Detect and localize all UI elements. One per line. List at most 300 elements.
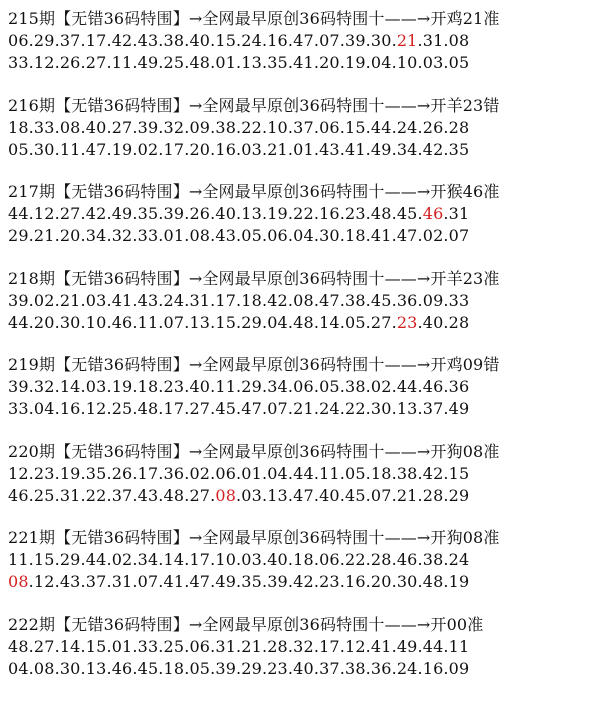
number: 14 bbox=[59, 636, 81, 656]
number: 46 bbox=[111, 312, 133, 332]
number-row: 05.30.11.47.19.02.17.20.16.03.21.01.43.41.49.34.42.35 bbox=[8, 139, 470, 159]
number: 32 bbox=[33, 377, 55, 396]
number: 38 bbox=[163, 31, 185, 50]
number: 44 bbox=[370, 117, 392, 137]
number: 39 bbox=[137, 117, 159, 137]
number: 46 bbox=[111, 658, 133, 678]
number: 01 bbox=[111, 636, 133, 656]
number: 41 bbox=[370, 226, 392, 245]
number: 26 bbox=[111, 463, 133, 483]
number: 12 bbox=[33, 572, 55, 591]
number: 06 bbox=[319, 117, 340, 137]
issue-block bbox=[8, 527, 590, 614]
number: 49 bbox=[137, 53, 159, 72]
number: 04 bbox=[293, 226, 314, 245]
issue-title: 222期【无错36码特围】→全网最早原创36码特围十——→开00准 bbox=[8, 614, 484, 634]
number: 14 bbox=[59, 377, 81, 396]
number: 40 bbox=[319, 485, 340, 505]
number: 43 bbox=[137, 290, 159, 310]
number: 04 bbox=[267, 312, 288, 332]
number: 07 bbox=[137, 572, 159, 591]
number: 29 bbox=[448, 485, 470, 505]
number: 11 bbox=[8, 550, 29, 569]
number: 26 bbox=[422, 117, 444, 137]
number: 33 bbox=[8, 399, 29, 418]
number: 29 bbox=[8, 226, 29, 245]
number: 38 bbox=[396, 463, 418, 483]
number: 41 bbox=[370, 636, 392, 656]
number: 07 bbox=[163, 312, 185, 332]
number: 02 bbox=[189, 463, 211, 483]
issue-title: 220期【无错36码特围】→全网最早原创36码特围十——→开狗08准 bbox=[8, 441, 500, 461]
number: 28 bbox=[448, 117, 470, 137]
number: 24 bbox=[319, 399, 340, 418]
number: 19 bbox=[267, 204, 288, 223]
issue-block bbox=[8, 441, 590, 528]
issue-title: 221期【无错36码特围】→全网最早原创36码特围十——→开狗08准 bbox=[8, 528, 500, 547]
number: 16 bbox=[422, 658, 444, 678]
number: 11 bbox=[111, 53, 133, 72]
number: 42 bbox=[293, 572, 314, 591]
number: 08 bbox=[293, 290, 314, 310]
number: 36 bbox=[396, 290, 418, 310]
number: 17 bbox=[189, 550, 211, 569]
number: 10 bbox=[85, 312, 107, 332]
number: 29 bbox=[59, 550, 81, 569]
number: 16 bbox=[215, 139, 237, 159]
number: 38 bbox=[344, 290, 366, 310]
number: 43 bbox=[59, 572, 81, 591]
number: 10 bbox=[396, 53, 418, 72]
number: 44 bbox=[293, 463, 314, 483]
issue-title: 216期【无错36码特围】→全网最早原创36码特围十——→开羊23错 bbox=[8, 95, 500, 115]
number: 19 bbox=[111, 377, 133, 396]
number: 48 bbox=[8, 636, 29, 656]
number: 11 bbox=[319, 463, 340, 483]
number: 07 bbox=[319, 31, 340, 50]
number: 13 bbox=[189, 312, 211, 332]
number: 38 bbox=[215, 117, 237, 137]
number: 24 bbox=[163, 290, 185, 310]
issue-block bbox=[8, 268, 590, 355]
number: 47 bbox=[189, 572, 211, 591]
number: 25 bbox=[163, 636, 185, 656]
number: 42 bbox=[267, 290, 288, 310]
number: 40 bbox=[215, 204, 237, 223]
number: 09 bbox=[422, 290, 444, 310]
number: 01 bbox=[241, 463, 262, 483]
number: 06 bbox=[189, 636, 211, 656]
number: 21 bbox=[59, 290, 81, 310]
number: 23 bbox=[267, 658, 288, 678]
number: 14 bbox=[319, 312, 340, 332]
number: 37 bbox=[293, 117, 314, 137]
number: 37 bbox=[319, 658, 340, 678]
number: 17 bbox=[163, 399, 185, 418]
number: 02 bbox=[370, 377, 392, 396]
number: 23 bbox=[344, 204, 366, 223]
number-row: 08.12.43.37.31.07.41.47.49.35.39.42.23.16.20.30.48.19 bbox=[8, 572, 470, 591]
number: 12 bbox=[33, 204, 55, 223]
number: 49 bbox=[396, 636, 418, 656]
number-row: 04.08.30.13.46.45.18.05.39.29.23.40.37.38.36.24.16.09 bbox=[8, 658, 470, 678]
number: 25 bbox=[33, 485, 55, 505]
number: 38 bbox=[422, 550, 444, 569]
number: 47 bbox=[85, 139, 107, 159]
number: 35 bbox=[85, 463, 107, 483]
number: 32 bbox=[163, 117, 185, 137]
number: 08 bbox=[448, 31, 470, 50]
number: 04 bbox=[370, 53, 392, 72]
number: 39 bbox=[267, 572, 288, 591]
number: 47 bbox=[396, 226, 418, 245]
issue-block bbox=[8, 8, 590, 95]
number: 27 bbox=[33, 636, 55, 656]
number: 36 bbox=[163, 463, 185, 483]
number: 21 bbox=[293, 399, 314, 418]
number: 42 bbox=[85, 204, 107, 223]
number-row: 39.32.14.03.19.18.23.40.11.29.34.06.05.38.02.44.46.36 bbox=[8, 377, 470, 396]
number: 47 bbox=[293, 31, 314, 50]
number-row: 44.20.30.10.46.11.07.13.15.29.04.48.14.05.27.23.40.28 bbox=[8, 312, 470, 332]
number: 19 bbox=[448, 572, 470, 591]
number: 05 bbox=[344, 463, 366, 483]
number: 49 bbox=[215, 572, 237, 591]
number: 05 bbox=[241, 226, 262, 245]
number: 31 bbox=[448, 204, 470, 223]
number: 22 bbox=[85, 485, 107, 505]
number: 19 bbox=[111, 139, 133, 159]
number: 36 bbox=[448, 377, 470, 396]
number: 05 bbox=[189, 658, 211, 678]
issue-block bbox=[8, 354, 590, 441]
issue-block bbox=[8, 614, 590, 701]
number: 40 bbox=[85, 117, 107, 137]
number: 22 bbox=[293, 204, 314, 223]
number: 10 bbox=[215, 550, 237, 569]
number: 44 bbox=[8, 204, 29, 223]
number: 35 bbox=[241, 572, 262, 591]
number: 33 bbox=[448, 290, 470, 310]
number: 12 bbox=[33, 53, 55, 72]
number: 16 bbox=[319, 204, 340, 223]
number: 31 bbox=[189, 290, 211, 310]
number: 42 bbox=[422, 139, 444, 159]
number: 28 bbox=[422, 485, 444, 505]
number: 08 bbox=[59, 117, 81, 137]
number: 32 bbox=[111, 226, 133, 245]
number: 29 bbox=[241, 312, 262, 332]
number: 45 bbox=[370, 290, 392, 310]
number: 40 bbox=[267, 550, 288, 569]
number: 48 bbox=[137, 399, 159, 418]
number: 05 bbox=[319, 377, 340, 396]
number-row: 33.12.26.27.11.49.25.48.01.13.35.41.20.19.04.10.03.05 bbox=[8, 53, 470, 72]
number: 18 bbox=[163, 658, 185, 678]
number: 26 bbox=[59, 53, 81, 72]
number: 18 bbox=[344, 226, 366, 245]
number: 11 bbox=[215, 377, 237, 396]
number: 16 bbox=[344, 572, 366, 591]
number: 29 bbox=[241, 658, 262, 678]
number: 41 bbox=[111, 290, 133, 310]
number: 37 bbox=[85, 572, 107, 591]
number: 35 bbox=[267, 53, 288, 72]
number: 15 bbox=[344, 117, 366, 137]
number: 23 bbox=[163, 377, 185, 396]
prediction-list bbox=[8, 8, 590, 700]
number: 34 bbox=[267, 377, 288, 396]
number: 25 bbox=[163, 53, 185, 72]
number: 20 bbox=[370, 572, 392, 591]
number: 15 bbox=[215, 312, 237, 332]
number: 18 bbox=[241, 290, 262, 310]
number: 06 bbox=[319, 550, 340, 569]
number: 30 bbox=[396, 572, 418, 591]
number: 23 bbox=[33, 463, 55, 483]
number: 17 bbox=[215, 290, 237, 310]
number: 30 bbox=[319, 226, 340, 245]
number: 15 bbox=[85, 636, 107, 656]
number: 43 bbox=[319, 139, 340, 159]
number: 09 bbox=[448, 658, 470, 678]
number: 19 bbox=[59, 463, 81, 483]
number: 11 bbox=[448, 636, 470, 656]
number: 30 bbox=[370, 31, 392, 50]
number: 13 bbox=[396, 399, 418, 418]
number: 39 bbox=[8, 377, 29, 396]
number-row: 44.12.27.42.49.35.39.26.40.13.19.22.16.23.48.45.46.31 bbox=[8, 204, 470, 223]
number: 31 bbox=[59, 485, 81, 505]
number: 15 bbox=[215, 31, 237, 50]
number: 17 bbox=[319, 636, 340, 656]
number: 06 bbox=[215, 463, 237, 483]
number: 17 bbox=[163, 139, 185, 159]
number: 06 bbox=[267, 226, 288, 245]
number: 34 bbox=[85, 226, 107, 245]
number: 48 bbox=[189, 53, 211, 72]
number: 13 bbox=[241, 204, 262, 223]
number: 26 bbox=[189, 204, 211, 223]
number: 08 bbox=[33, 658, 55, 678]
number: 28 bbox=[370, 550, 392, 569]
number-row: 46.25.31.22.37.43.48.27.08.03.13.47.40.45.07.21.28.29 bbox=[8, 485, 470, 505]
number: 22 bbox=[241, 117, 262, 137]
number: 05 bbox=[8, 139, 29, 159]
number: 29 bbox=[241, 377, 262, 396]
number: 33 bbox=[8, 53, 29, 72]
number: 40 bbox=[189, 377, 211, 396]
number: 08 bbox=[189, 226, 211, 245]
number: 45 bbox=[215, 399, 237, 418]
number: 32 bbox=[293, 636, 314, 656]
number: 08 bbox=[215, 485, 237, 505]
number: 33 bbox=[33, 117, 55, 137]
number: 21 bbox=[267, 139, 288, 159]
number: 40 bbox=[189, 31, 211, 50]
number: 41 bbox=[163, 572, 185, 591]
number: 34 bbox=[137, 550, 159, 569]
number: 21 bbox=[241, 636, 262, 656]
number-row: 29.21.20.34.32.33.01.08.43.05.06.04.30.18.41.47.02.07 bbox=[8, 226, 470, 245]
number: 16 bbox=[59, 399, 81, 418]
number: 40 bbox=[293, 658, 314, 678]
number: 03 bbox=[422, 53, 444, 72]
number: 42 bbox=[422, 463, 444, 483]
number: 47 bbox=[293, 485, 314, 505]
number: 21 bbox=[396, 31, 418, 50]
number-row: 11.15.29.44.02.34.14.17.10.03.40.18.06.22.28.46.38.24 bbox=[8, 550, 470, 569]
number: 49 bbox=[111, 204, 133, 223]
number: 41 bbox=[293, 53, 314, 72]
number: 49 bbox=[370, 139, 392, 159]
number: 43 bbox=[137, 31, 159, 50]
number: 46 bbox=[8, 485, 29, 505]
number: 18 bbox=[8, 117, 29, 137]
number: 47 bbox=[241, 399, 262, 418]
number: 18 bbox=[370, 463, 392, 483]
number: 22 bbox=[344, 399, 366, 418]
number: 12 bbox=[85, 399, 107, 418]
number: 46 bbox=[422, 204, 444, 223]
number: 24 bbox=[396, 658, 418, 678]
number: 45 bbox=[396, 204, 418, 223]
number: 23 bbox=[319, 572, 340, 591]
number: 39 bbox=[8, 290, 29, 310]
number: 30 bbox=[59, 658, 81, 678]
number: 38 bbox=[344, 377, 366, 396]
number: 45 bbox=[344, 485, 366, 505]
number: 35 bbox=[137, 204, 159, 223]
number: 31 bbox=[215, 636, 237, 656]
number: 24 bbox=[448, 550, 470, 569]
number: 15 bbox=[448, 463, 470, 483]
number: 40 bbox=[422, 312, 444, 332]
number: 33 bbox=[137, 636, 159, 656]
number: 35 bbox=[448, 139, 470, 159]
number: 29 bbox=[33, 31, 55, 50]
number: 05 bbox=[448, 53, 470, 72]
number: 27 bbox=[85, 53, 107, 72]
number: 12 bbox=[344, 636, 366, 656]
number: 43 bbox=[215, 226, 237, 245]
number: 39 bbox=[215, 658, 237, 678]
number: 23 bbox=[396, 312, 418, 332]
issue-title: 218期【无错36码特围】→全网最早原创36码特围十——→开羊23准 bbox=[8, 268, 500, 288]
number-row: 18.33.08.40.27.39.32.09.38.22.10.37.06.15.44.24.26.28 bbox=[8, 117, 470, 137]
number: 27 bbox=[189, 485, 211, 505]
number: 17 bbox=[137, 463, 159, 483]
number: 24 bbox=[241, 31, 262, 50]
number: 31 bbox=[111, 572, 133, 591]
number: 02 bbox=[111, 550, 133, 569]
number: 27 bbox=[189, 399, 211, 418]
number: 09 bbox=[189, 117, 211, 137]
number: 20 bbox=[59, 226, 81, 245]
number-row: 33.04.16.12.25.48.17.27.45.47.07.21.24.22.30.13.37.49 bbox=[8, 399, 470, 418]
number: 46 bbox=[422, 377, 444, 396]
number: 01 bbox=[293, 139, 314, 159]
number: 27 bbox=[111, 117, 133, 137]
issue-block bbox=[8, 181, 590, 268]
issue-title: 217期【无错36码特围】→全网最早原创36码特围十——→开猴46准 bbox=[8, 182, 500, 201]
number: 13 bbox=[241, 53, 262, 72]
issue-block bbox=[8, 95, 590, 182]
number: 01 bbox=[163, 226, 185, 245]
number: 16 bbox=[267, 31, 288, 50]
number: 43 bbox=[137, 485, 159, 505]
number: 01 bbox=[215, 53, 237, 72]
number: 11 bbox=[59, 139, 81, 159]
number: 27 bbox=[370, 312, 392, 332]
number: 44 bbox=[422, 636, 444, 656]
number: 19 bbox=[344, 53, 366, 72]
number: 48 bbox=[370, 204, 392, 223]
number: 24 bbox=[396, 117, 418, 137]
number: 39 bbox=[163, 204, 185, 223]
number: 37 bbox=[111, 485, 133, 505]
number: 37 bbox=[59, 31, 81, 50]
issue-title: 215期【无错36码特围】→全网最早原创36码特围十——→开鸡21准 bbox=[8, 9, 500, 28]
number: 25 bbox=[111, 399, 133, 418]
number: 03 bbox=[241, 550, 262, 569]
number: 14 bbox=[163, 550, 185, 569]
number: 02 bbox=[137, 139, 159, 159]
number: 11 bbox=[137, 312, 159, 332]
number: 44 bbox=[396, 377, 418, 396]
number: 30 bbox=[33, 139, 55, 159]
number: 30 bbox=[370, 399, 392, 418]
number-row: 48.27.14.15.01.33.25.06.31.21.28.32.17.12.41.49.44.11 bbox=[8, 636, 470, 656]
number: 48 bbox=[293, 312, 314, 332]
number: 21 bbox=[33, 226, 55, 245]
number-row: 06.29.37.17.42.43.38.40.15.24.16.47.07.39.30.21.31.08 bbox=[8, 31, 470, 50]
number: 13 bbox=[85, 658, 107, 678]
number: 48 bbox=[422, 572, 444, 591]
number: 36 bbox=[370, 658, 392, 678]
number: 06 bbox=[8, 31, 29, 50]
number: 39 bbox=[344, 31, 366, 50]
number: 03 bbox=[241, 485, 262, 505]
number: 28 bbox=[267, 636, 288, 656]
number: 31 bbox=[422, 31, 444, 50]
number: 05 bbox=[344, 312, 366, 332]
number: 07 bbox=[448, 226, 470, 245]
number: 20 bbox=[33, 312, 55, 332]
number: 37 bbox=[422, 399, 444, 418]
number: 33 bbox=[137, 226, 159, 245]
number: 28 bbox=[448, 312, 470, 332]
number: 18 bbox=[137, 377, 159, 396]
number: 20 bbox=[189, 139, 211, 159]
number: 45 bbox=[137, 658, 159, 678]
number: 18 bbox=[293, 550, 314, 569]
number: 07 bbox=[267, 399, 288, 418]
number: 15 bbox=[33, 550, 55, 569]
number: 17 bbox=[85, 31, 107, 50]
number: 03 bbox=[241, 139, 262, 159]
number: 06 bbox=[293, 377, 314, 396]
number: 08 bbox=[8, 572, 29, 591]
number: 20 bbox=[319, 53, 340, 72]
number: 13 bbox=[267, 485, 288, 505]
number: 38 bbox=[344, 658, 366, 678]
number: 44 bbox=[8, 312, 29, 332]
number: 48 bbox=[163, 485, 185, 505]
number: 42 bbox=[111, 31, 133, 50]
number: 07 bbox=[370, 485, 392, 505]
number: 02 bbox=[33, 290, 55, 310]
